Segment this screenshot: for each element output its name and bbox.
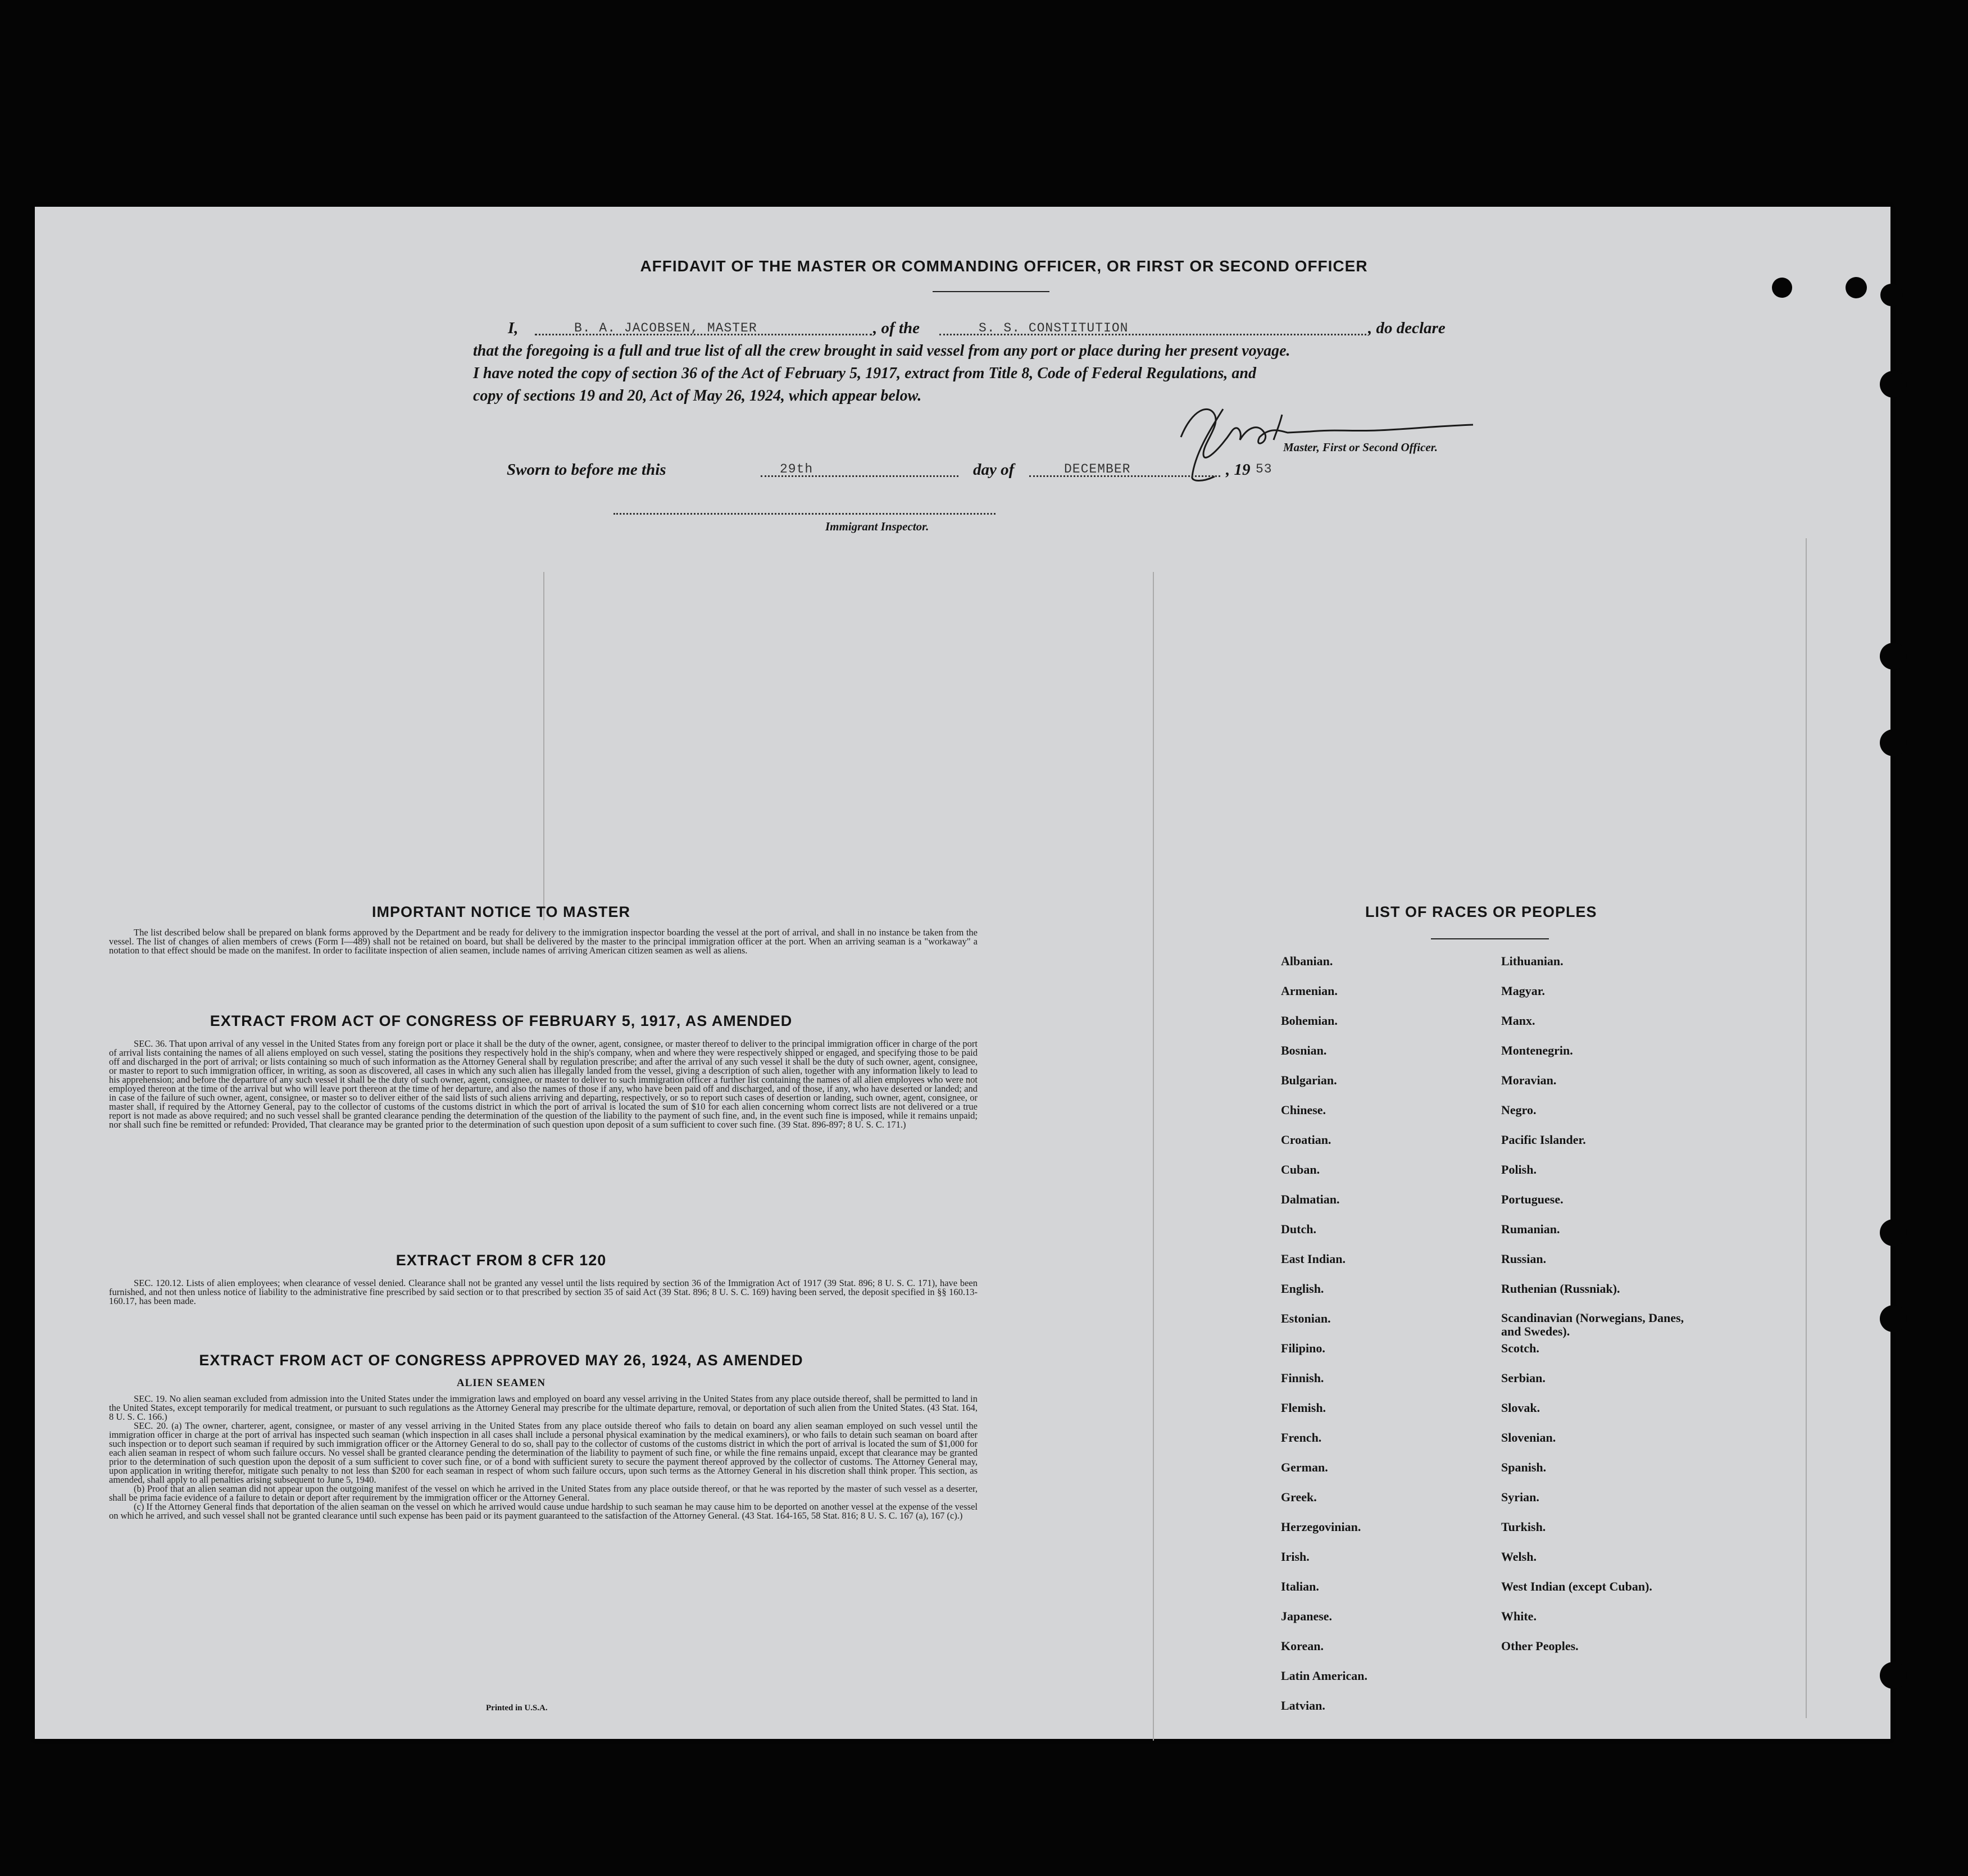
declaration-line-1 bbox=[473, 319, 1563, 342]
race-item: Chinese. bbox=[1281, 1103, 1326, 1117]
notice-title: IMPORTANT NOTICE TO MASTER bbox=[372, 903, 630, 920]
race-item: West Indian (except Cuban). bbox=[1501, 1579, 1652, 1593]
race-item: Russian. bbox=[1501, 1252, 1547, 1266]
sec-19-paragraph: SEC. 19. No alien seaman excluded from admission into the United States under the immigration laws and employed on board any vessel arriving in the United States from any place outside thereof, shall be permitted to land in the United States, except temporarily for medical treatment, or pursuant to such regulations as the Attorney General may prescribe for the ultimate departure, removal, or deportation of such alien from the United States. (43 Stat. 164, 8 U. S. C. 166.) bbox=[109, 1393, 978, 1422]
race-item: Finnish. bbox=[1281, 1371, 1324, 1385]
punch-hole bbox=[1880, 1305, 1907, 1332]
races-title: LIST OF RACES OR PEOPLES bbox=[1365, 903, 1597, 920]
race-item: Italian. bbox=[1281, 1579, 1319, 1593]
sec-20b-paragraph: (b) Proof that an alien seaman did not appear upon the outgoing manifest of the vessel on which he arrived in the United States from any place outside thereof, or that he was reported by the master of such vessel as a deserter, shall be prima facie evidence of a failure to detain or deport after requirement by the immigration officer or the Attorney General. bbox=[109, 1483, 978, 1503]
race-item: English. bbox=[1281, 1282, 1324, 1296]
column-divider bbox=[1806, 538, 1807, 1718]
race-item: Bulgarian. bbox=[1281, 1073, 1337, 1087]
sec-36-paragraph: SEC. 36. That upon arrival of any vessel in the United States from any foreign port or place it shall be the duty of the owner, agent, consignee, or master thereof to deliver to the principal immigration officer in charge of the port of arrival lists containing the names of all aliens employed on such vessel, stating the positions they respectively hold in the ship's company, when and where they were respectively shipped or engaged, and specifying those to be paid off and discharged in the port of arrival; or lists containing so much of such information as the Attorney General shall by regulation prescribe; and after the arrival of any such vessel it shall be the duty of such owner, agent, consignee, or master to report to such immigration officer, in writing, as soon as discovered, all cases in which any such alien has illegally landed from the vessel, giving a description of such alien, together with any information likely to lead to his apprehension; and before the departure of any such vessel it shall be the duty of such owner, agent, consignee, or master to deliver to such immigration officer a further list containing the names of all alien employees who were not employed thereon at the time of the arrival but who will leave port thereon at the time of her departure, and also the names of those if any, who have been paid off and discharged, and of those, if any, who have deserted or landed; and in case of the failure of such owner, agent, consignee, or master so to deliver either of the said lists of such aliens arriving and departing, respectively, or so to report such cases of desertion or landing, such owner, agent, consignee, or master shall, if required by the Attorney General, pay to the collector of customs of the customs district in which the port of arrival is located the sum of $10 for each alien concerning whom correct lists are not delivered or a true report is not made as above required; and no such vessel shall be granted clearance pending the determination of the question of the liability to the payment of such fine, and, in the event such fine is imposed, while it remains unpaid; nor shall such fine be remitted or refunded: Provided, That clearance may be granted prior to the determination of such question upon deposit of a sum sufficient to cover such fine. (39 Stat. 896-897; 8 U. S. C. 171.) bbox=[109, 1038, 978, 1130]
race-item: Other Peoples. bbox=[1501, 1639, 1579, 1653]
race-item: Lithuanian. bbox=[1501, 954, 1564, 968]
race-item: Magyar. bbox=[1501, 984, 1546, 998]
column-divider bbox=[543, 572, 544, 920]
sworn-line bbox=[507, 461, 1349, 483]
race-item: Korean. bbox=[1281, 1639, 1324, 1653]
race-item: Serbian. bbox=[1501, 1371, 1546, 1385]
i-label: I, bbox=[508, 319, 519, 337]
race-item: Negro. bbox=[1501, 1103, 1537, 1117]
race-item: Welsh. bbox=[1501, 1550, 1537, 1564]
race-item: White. bbox=[1501, 1609, 1537, 1623]
column-divider bbox=[1153, 572, 1154, 1741]
vessel-name-field: S. S. CONSTITUTION bbox=[979, 321, 1129, 335]
race-item: Croatian. bbox=[1281, 1133, 1331, 1147]
sec-120-paragraph: SEC. 120.12. Lists of alien employees; when clearance of vessel denied. Clearance shall not be granted any vessel until the lists required by section 36 of the Immigration Act of 1917 (39 Stat. 896; 8 U. S. C. 171), have been furnished, and not then unless notice of liability to the administrative fine prescribed by said section or to that prescribed by section 35 of said Act (39 Stat. 896; 8 U. S. C. 169) having been served, the deposit specified in §§ 160.13-160.17, has been made. bbox=[109, 1278, 978, 1306]
extract-1924-text bbox=[109, 1394, 978, 1520]
race-item: Slovenian. bbox=[1501, 1430, 1556, 1445]
inspector-signature-line bbox=[613, 513, 996, 515]
race-item: Syrian. bbox=[1501, 1490, 1539, 1504]
day-field: 29th bbox=[780, 462, 813, 476]
punch-hole bbox=[1880, 729, 1907, 756]
do-declare-label: , do declare bbox=[1368, 319, 1446, 337]
race-item: Dutch. bbox=[1281, 1222, 1316, 1236]
race-item: Moravian. bbox=[1501, 1073, 1557, 1087]
races-title-underline bbox=[1431, 938, 1549, 939]
day-of-label: day of bbox=[973, 461, 1015, 479]
race-item: Irish. bbox=[1281, 1550, 1310, 1564]
year-prefix: , 19 bbox=[1226, 461, 1251, 479]
sec-20a-paragraph: SEC. 20. (a) The owner, charterer, agent, consignee, or master of any vessel arriving in the United States from any place outside thereof who fails to detain on board any alien seaman employed on such vessel until the immigration officer in charge at the port of arrival has inspected such seaman (which inspection in all cases shall include a personal physical examination by the medical examiners), or who fails to detain such seaman on board after such inspection or to deport such seaman if required by such immigration officer or the Attorney General to do so, shall pay to the collector of customs of the customs district in which the port of arrival is located the sum of $1,000 for each alien seaman in respect of whom such failure occurs. No vessel shall be granted clearance pending the determination of the liability to payment of such fine, or while the fine remains unpaid, except that clearance may be granted prior to the determination of such question upon the deposit of a sum sufficient to cover such fine, or of a bond with sufficient surety to secure the payment thereof approved by the collector of customs. The Attorney General may, upon application in writing therefor, mitigate such penalty to not less than $200 for each seaman in respect of whom such failure occurs, upon such terms as the Attorney General in his discretion shall think proper. This section, as amended, shall apply to all penalties arising subsequent to June 5, 1940. bbox=[109, 1420, 978, 1485]
race-item: Scandinavian (Norwegians, Danes, and Swedes). bbox=[1501, 1311, 1684, 1338]
race-item: Spanish. bbox=[1501, 1460, 1547, 1474]
punch-hole bbox=[1880, 371, 1907, 398]
race-item: French. bbox=[1281, 1430, 1322, 1445]
month-field: DECEMBER bbox=[1064, 462, 1131, 476]
notice-text bbox=[109, 928, 978, 955]
race-item: Bohemian. bbox=[1281, 1014, 1338, 1028]
race-item: German. bbox=[1281, 1460, 1328, 1474]
declaration-line-3: I have noted the copy of section 36 of the Act of February 5, 1917, extract from Title 8, Code of Federal Regulations, and bbox=[473, 365, 1256, 382]
extract-cfr-title: EXTRACT FROM 8 CFR 120 bbox=[396, 1252, 607, 1269]
affidavit-form-page bbox=[35, 207, 1890, 1739]
race-item: Latvian. bbox=[1281, 1698, 1325, 1713]
notice-paragraph: The list described below shall be prepared on blank forms approved by the Department and be ready for delivery to the immigration inspector boarding the vessel at the port of arrival, and shall in no instance be taken from the vessel. The list of changes of alien members of crews (Form I—489) shall not be retained on board, but shall be delivered by the master to the principal immigration officer at the port. When an arriving seaman is a "workaway" a notation to that effect should be made on the manifest. In order to facilitate inspection of alien seamen, include names of arriving American citizen seamen as well as aliens. bbox=[109, 927, 978, 956]
race-item: Pacific Islander. bbox=[1501, 1133, 1586, 1147]
race-item: Scotch. bbox=[1501, 1341, 1539, 1355]
race-item: Portuguese. bbox=[1501, 1192, 1564, 1206]
affidavit-title: AFFIDAVIT OF THE MASTER OR COMMANDING OFFICER, OR FIRST OR SECOND OFFICER bbox=[640, 257, 1368, 275]
race-item: Rumanian. bbox=[1501, 1222, 1560, 1236]
race-item: Herzegovinian. bbox=[1281, 1520, 1361, 1534]
race-item: Cuban. bbox=[1281, 1162, 1320, 1177]
sworn-label: Sworn to before me this bbox=[507, 461, 666, 479]
extract-cfr-text bbox=[109, 1279, 978, 1306]
race-item: Polish. bbox=[1501, 1162, 1537, 1177]
punch-hole bbox=[1880, 284, 1903, 306]
signature-caption: Master, First or Second Officer. bbox=[1283, 440, 1438, 454]
race-item: Latin American. bbox=[1281, 1669, 1367, 1683]
sec-20c-paragraph: (c) If the Attorney General finds that deportation of the alien seaman on the vessel on which he arrived would cause undue hardship to such seaman he may cause him to be deported on another vessel at the expense of the vessel on which he arrived, and such vessel shall not be granted clearance until such expense has been paid or its payment guaranteed to the satisfaction of the Attorney General. (43 Stat. 164-165, 58 Stat. 816; 8 U. S. C. 167 (a), 167 (c).) bbox=[109, 1501, 978, 1521]
race-item: Albanian. bbox=[1281, 954, 1333, 968]
printed-in-usa: Printed in U.S.A. bbox=[486, 1704, 548, 1713]
master-name-field: B. A. JACOBSEN, MASTER bbox=[574, 321, 757, 335]
extract-1924-title: EXTRACT FROM ACT OF CONGRESS APPROVED MAY 26, 1924, AS AMENDED bbox=[199, 1352, 803, 1369]
extract-1917-title: EXTRACT FROM ACT OF CONGRESS OF FEBRUARY 5, 1917, AS AMENDED bbox=[210, 1012, 793, 1029]
punch-hole bbox=[1880, 643, 1907, 670]
race-item: Turkish. bbox=[1501, 1520, 1546, 1534]
year-field: 53 bbox=[1256, 462, 1272, 476]
race-item: Montenegrin. bbox=[1501, 1043, 1573, 1057]
alien-seamen-subtitle: ALIEN SEAMEN bbox=[456, 1377, 546, 1389]
title-underline bbox=[933, 291, 1049, 292]
punch-hole bbox=[1772, 278, 1792, 298]
race-item: Filipino. bbox=[1281, 1341, 1325, 1355]
of-the-label: , of the bbox=[873, 319, 920, 337]
punch-hole bbox=[1880, 1662, 1907, 1689]
race-item: Greek. bbox=[1281, 1490, 1317, 1504]
extract-1917-text bbox=[109, 1039, 978, 1129]
race-item: East Indian. bbox=[1281, 1252, 1346, 1266]
race-item: Estonian. bbox=[1281, 1311, 1331, 1325]
race-item: Manx. bbox=[1501, 1014, 1535, 1028]
race-item: Ruthenian (Russniak). bbox=[1501, 1282, 1620, 1296]
punch-hole bbox=[1880, 1219, 1907, 1246]
inspector-caption: Immigrant Inspector. bbox=[825, 520, 929, 533]
race-item: Japanese. bbox=[1281, 1609, 1333, 1623]
race-item: Bosnian. bbox=[1281, 1043, 1327, 1057]
race-item: Slovak. bbox=[1501, 1401, 1540, 1415]
race-item: Dalmatian. bbox=[1281, 1192, 1340, 1206]
punch-hole bbox=[1846, 277, 1867, 298]
declaration-line-2: that the foregoing is a full and true list of all the crew brought in said vessel from any port or place during her present voyage. bbox=[473, 342, 1290, 360]
declaration-line-4: copy of sections 19 and 20, Act of May 26, 1924, which appear below. bbox=[473, 387, 922, 405]
race-item: Armenian. bbox=[1281, 984, 1338, 998]
race-item: Flemish. bbox=[1281, 1401, 1326, 1415]
